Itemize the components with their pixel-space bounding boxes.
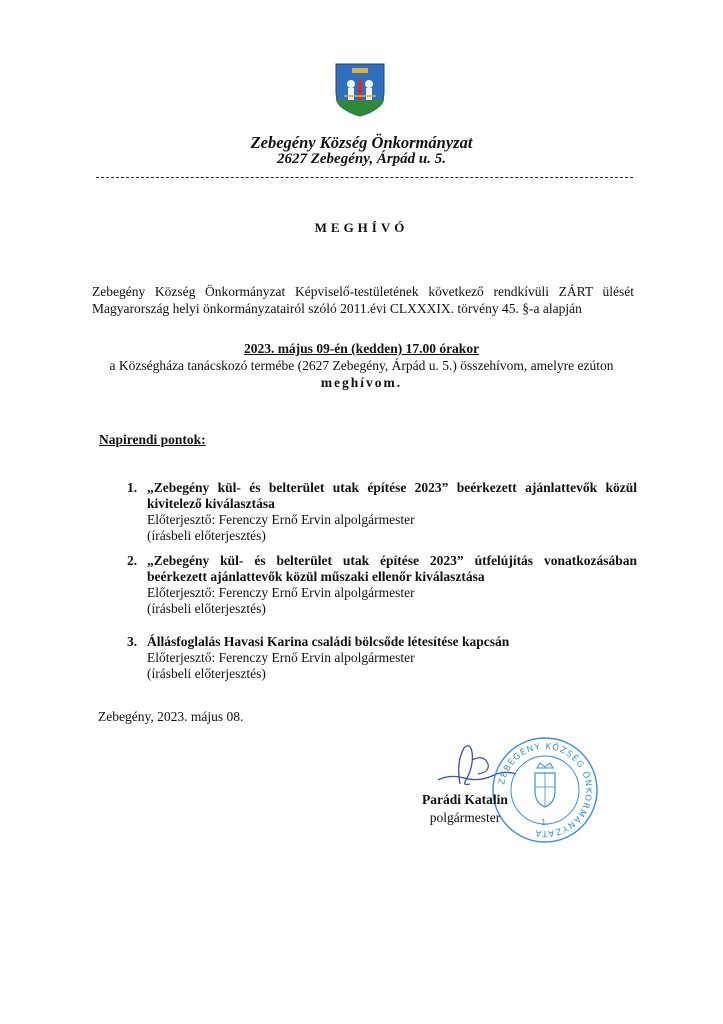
agenda-item: [127, 480, 637, 544]
date-place: Zebegény, 2023. május 08.: [98, 709, 244, 724]
agenda-item-presenter: Előterjesztő: Ferenczy Ernő Ervin alpolgármester: [147, 512, 415, 527]
header-divider: [96, 177, 633, 178]
stamp-number: 1.: [541, 818, 549, 827]
meeting-datetime: 2023. május 09-én (kedden) 17.00 órakor: [243, 341, 480, 356]
agenda-item-note: (írásbeli előterjesztés): [147, 601, 266, 616]
signer-role: polgármester: [429, 810, 501, 825]
agenda-item-note: (írásbeli előterjesztés): [147, 666, 266, 681]
agenda-item: [127, 553, 637, 617]
agenda-item-presenter: Előterjesztő: Ferenczy Ernő Ervin alpolgármester: [147, 650, 415, 665]
agenda-item-number: 2.: [127, 553, 138, 568]
agenda-item-title: „Zebegény kül- és belterület utak építése 2023” beérkezett ajánlattevők közül kivitelező kiválasztása: [147, 480, 637, 511]
official-round-stamp: [490, 735, 600, 845]
agenda-item-presenter: Előterjesztő: Ferenczy Ernő Ervin alpolgármester: [147, 585, 415, 600]
signer-name: Parádi Katalin: [422, 792, 508, 807]
organization-address: 2627 Zebegény, Árpád u. 5.: [276, 151, 446, 167]
organization-name: Zebegény Község Önkormányzat: [250, 133, 473, 152]
agenda-item-title: „Zebegény kül- és belterület utak építése 2023” útfelújítás vonatkozásában beérkezett ajánlattevők közül műszaki ellenőr kiválasztása: [147, 553, 637, 584]
coat-of-arms-crest: [334, 62, 386, 118]
stamp-ring-text: ZEBEGÉNY KÖZSÉG ÖNKORMÁNYZATA: [497, 741, 594, 839]
meeting-invite: meghívom.: [320, 375, 403, 390]
agenda-item-note: (írásbeli előterjesztés): [147, 528, 266, 543]
agenda-item: [127, 634, 637, 682]
agenda-item-number: 3.: [127, 634, 138, 649]
intro-line-2: Magyarország helyi önkormányzatairól szóló 2011.évi CLXXXIX. törvény 45. §-a alapján: [92, 301, 582, 316]
document-title: MEGHÍVÓ: [314, 220, 409, 235]
intro-paragraph: [92, 283, 634, 317]
agenda-item-number: 1.: [127, 480, 138, 495]
signer-block: [380, 792, 550, 826]
intro-line-1: Zebegény Község Önkormányzat Képviselő-testületének következő rendkívüli ZÁRT ülését: [92, 284, 634, 299]
agenda-heading: Napirendi pontok:: [99, 432, 206, 447]
agenda-item-title: Állásfoglalás Havasi Karina családi bölcsőde létesítése kapcsán: [147, 634, 510, 649]
meeting-place: a Községháza tanácskozó termébe (2627 Zebegény, Árpád u. 5.) összehívom, amelyre ezúton: [109, 358, 614, 373]
